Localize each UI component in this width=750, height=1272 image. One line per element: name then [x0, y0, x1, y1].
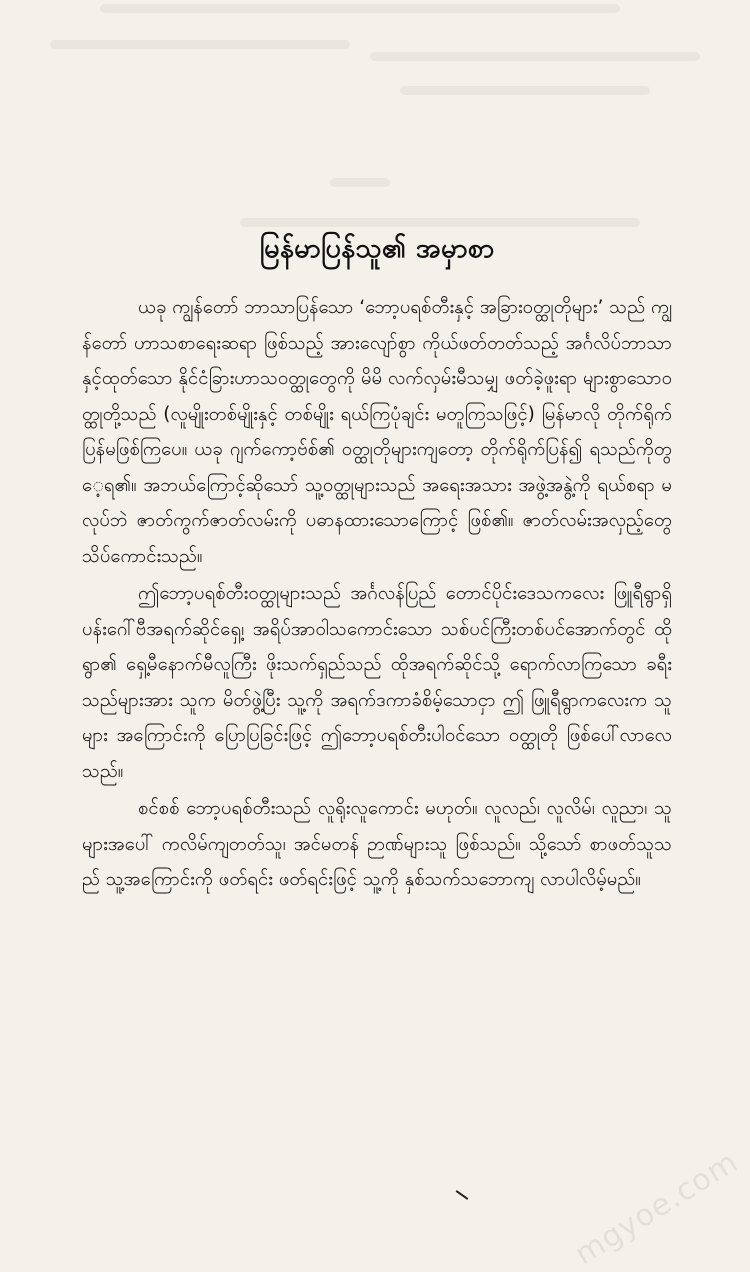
- paragraph-3: စင်စစ် ဘော့ပရစ်တီးသည် လူရိုးလူကောင်း မဟုတ်။ လူလည်၊ လူလိမ်၊ လူညာ၊ သူများအပေါ် ကလိမ်ကျတတ်သူ၊ အင်မတန် ဉာဏ်များသူ ဖြစ်သည်။ သို့သော် စာဖတ်သူသည် သူ့အကြောင်းကို ဖတ်ရင်း ဖတ်ရင်းဖြင့် သူ့ကို နှစ်သက်သဘောကျ လာပါလိမ့်မည်။: [82, 798, 672, 890]
- bleed-line: [400, 86, 650, 95]
- bleed-line: [50, 40, 350, 49]
- bleed-line: [370, 52, 700, 61]
- site-watermark: mgyoe.com: [568, 1144, 744, 1272]
- document-page: [82, 228, 672, 898]
- bleed-line: [100, 4, 620, 13]
- bleed-line: [240, 218, 640, 227]
- paragraph-2: ဤဘော့ပရစ်တီးဝတ္ထုများသည် အင်္ဂလန်ပြည် တောင်ပိုင်းဒေသကလေး ဖြူရီရွာရှိ ပန်းဂေါ်ဗီအရက်ဆိုင်ရှေ့၊ အရိပ်အာဝါသကောင်းသော သစ်ပင်ကြီးတစ်ပင်အောက်တွင် ထိုရွာ၏ ရှေ့မီနောက်မီလူကြီး ဖိုးသက်ရှည်သည် ထိုအရက်ဆိုင်သို့ ရောက်လာကြသော ခရီးသည်များအား သူက မိတ်ဖွဲ့ပြီး သူ့ကို အရက်ဒကာခံစိမ့်သောငှာ ဤ ဖြူရီရွာကလေးက သူများ အကြောင်းကို ပြောပြခြင်းဖြင့် ဤဘော့ပရစ်တီးပါဝင်သော ဝတ္ထုတို ဖြစ်ပေါ်လာလေသည်။: [82, 583, 672, 782]
- paragraph-1: ယခု ကျွန်တော် ဘာသာပြန်သော ‘ဘော့ပရစ်တီးနှင့် အခြားဝတ္ထုတိုများ’ သည် ကျွန်တော် ဟာသစာရေးဆရာ ဖြစ်သည့် အားလျော်စွာ ကိုယ်ဖတ်တတ်သည့် အင်္ဂလိပ်ဘာသာနှင့်ထုတ်သော နိုင်ငံခြားဟာသဝတ္ထုတွေကို မိမိ လက်လှမ်းမီသမျှ ဖတ်ခဲ့ဖူးရာ များစွာသောဝတ္ထုတို့သည် (လူမျိုးတစ်မျိုးနှင့် တစ်မျိုး ရယ်ကြပုံချင်း မတူကြသဖြင့်) မြန်မာလို တိုက်ရိုက်ပြန်မဖြစ်ကြပေ။ ယခု ဂျက်ကော့ဗ်စ်၏ ဝတ္ထုတိုများကျတော့ တိုက်ရိုက်ပြန်၍ ရသည်ကိုတွေ့ရ၏။ အဘယ်ကြောင့်ဆိုသော် သူ့ဝတ္ထုများသည် အရေးအသား အဖွဲ့အနွဲ့ကို ရယ်စရာ မလုပ်ဘဲ ဇာတ်ကွက်ဇာတ်လမ်းကို ပဓာနထားသောကြောင့် ဖြစ်၏။ ဇာတ်လမ်းအလှည့်တွေ သိပ်ကောင်းသည်။: [82, 297, 673, 567]
- page-edge-mark: [456, 1190, 469, 1200]
- bleed-line: [330, 178, 390, 187]
- page-title: မြန်မာပြန်သူ၏ အမှာစာ: [259, 233, 495, 264]
- reverse-page-bleed: [40, 0, 720, 230]
